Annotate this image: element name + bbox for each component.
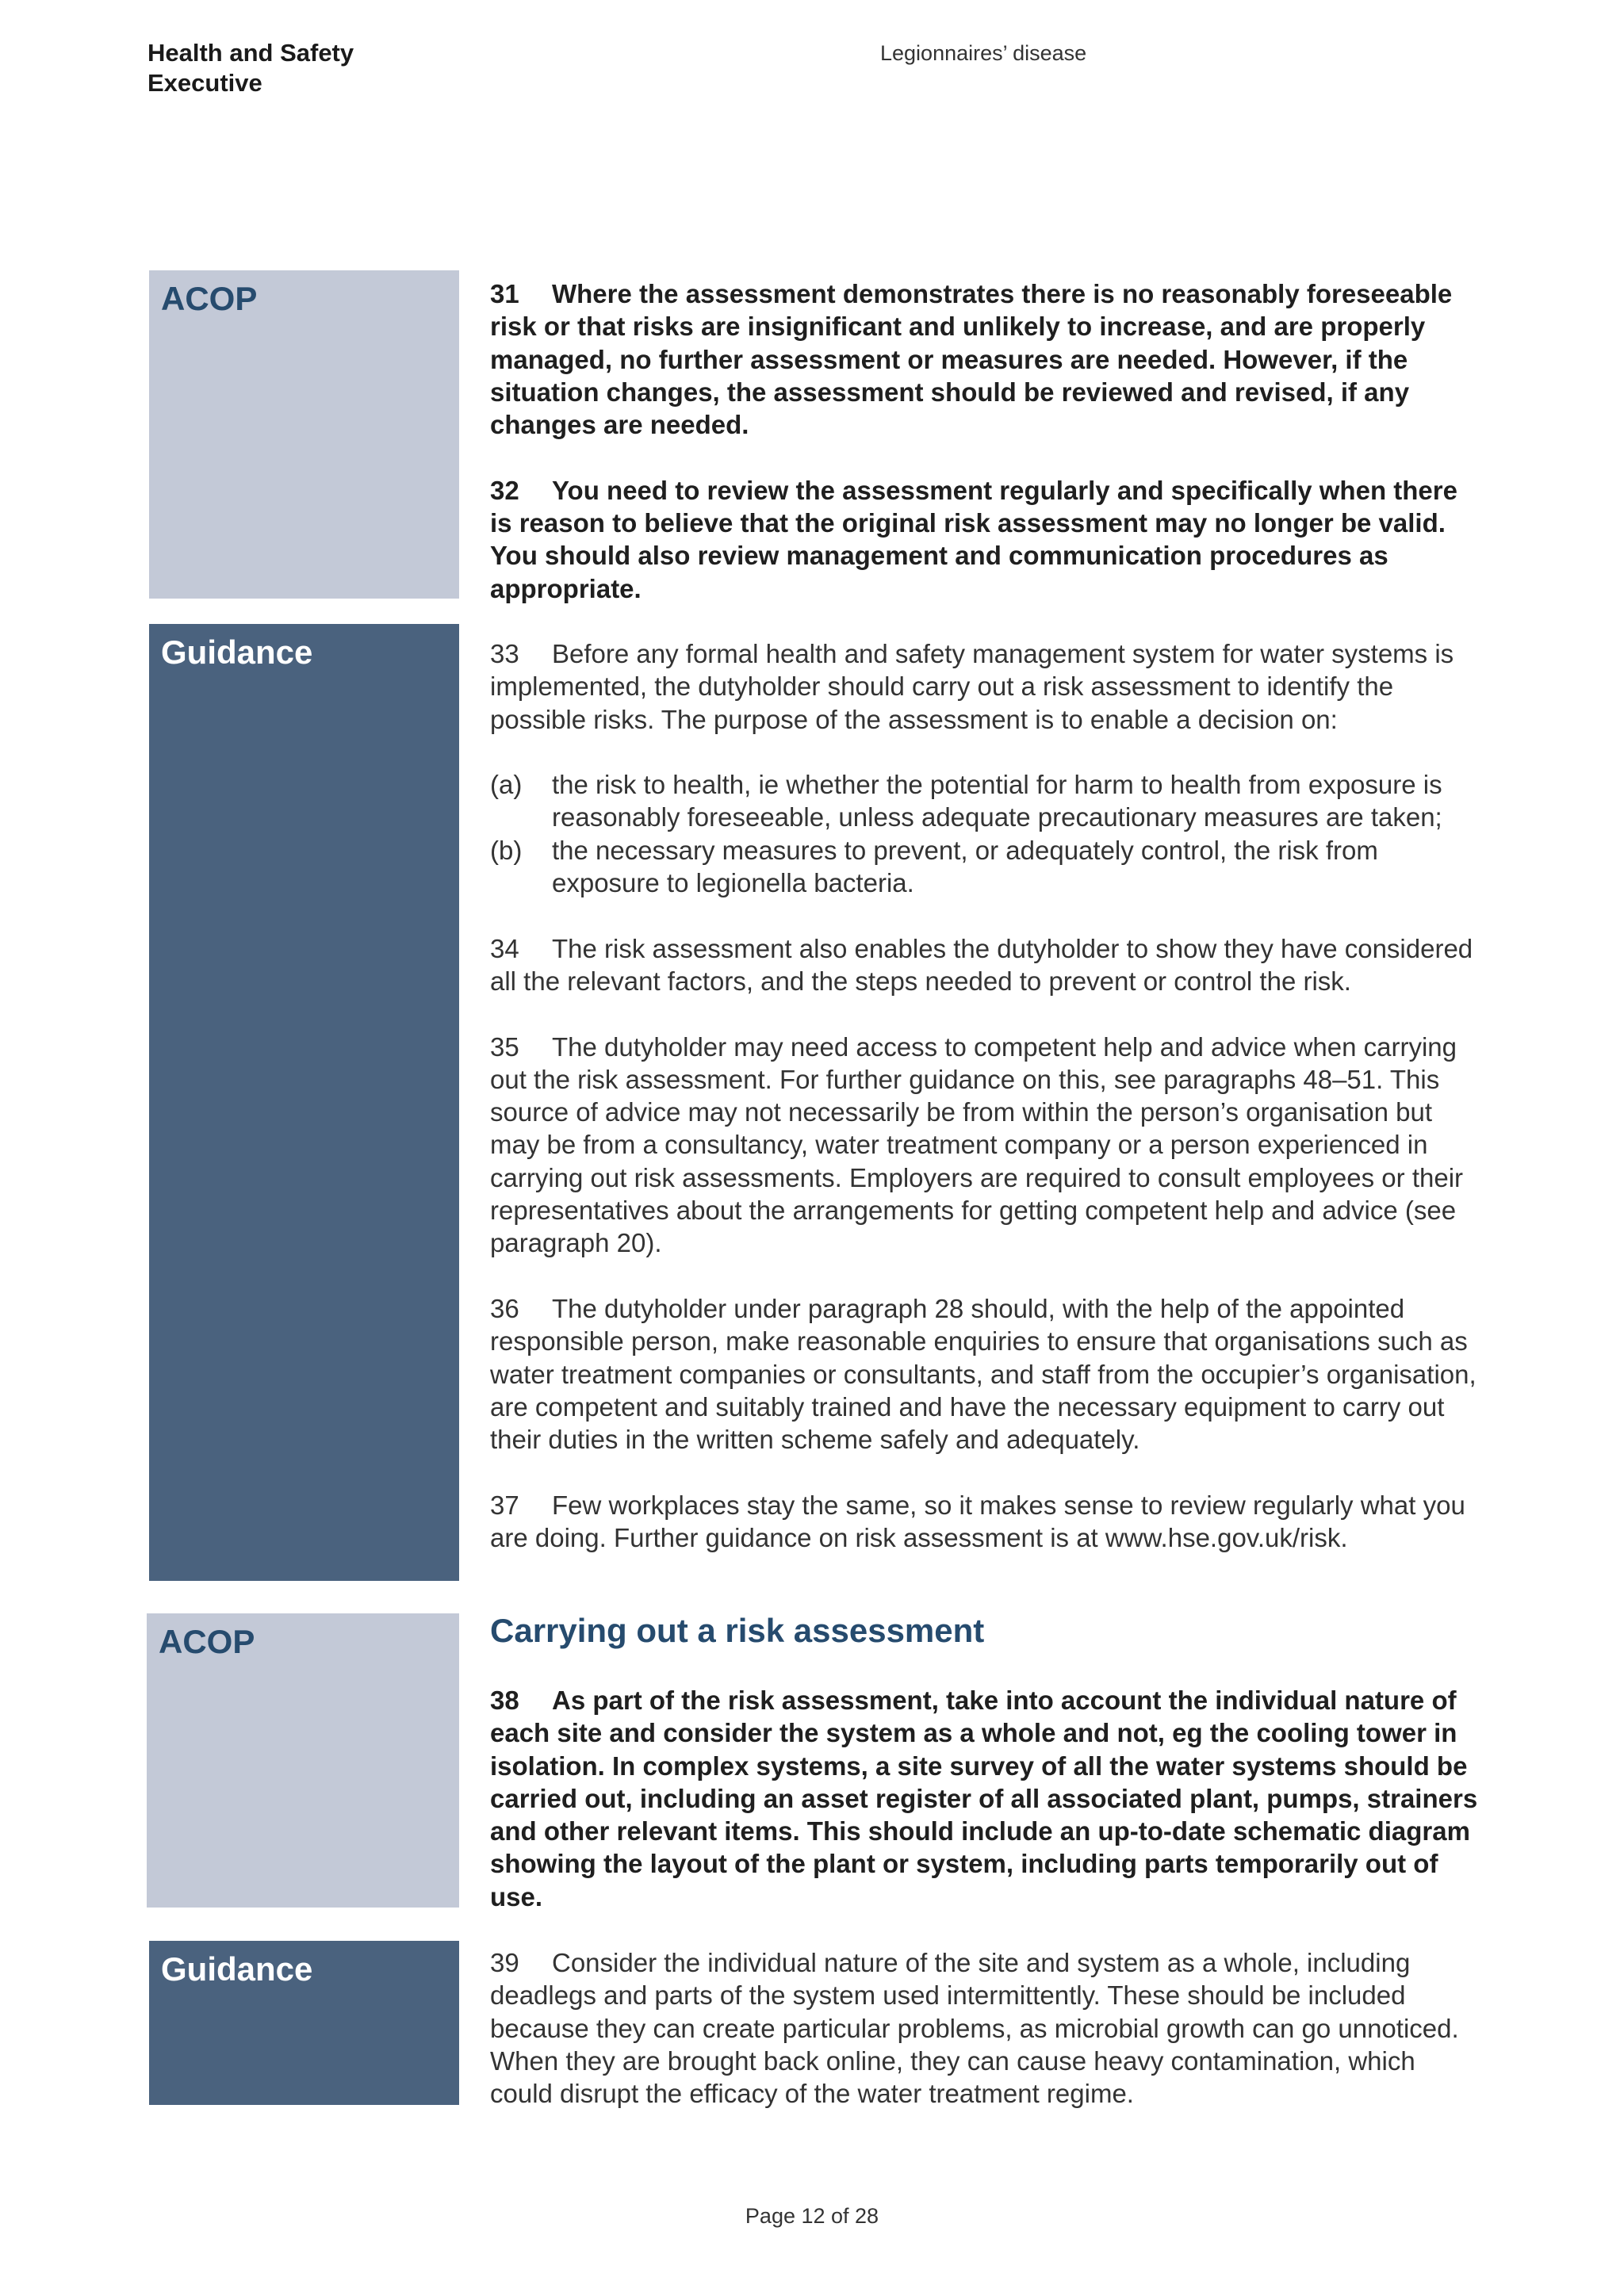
- page-number: Page 12 of 28: [745, 2204, 879, 2228]
- guidance-label-text: Guidance: [161, 633, 313, 671]
- acop-text-block-2: [490, 1684, 1481, 1913]
- paragraph-number: 34: [490, 933, 519, 963]
- paragraph-number: 39: [490, 1948, 519, 1977]
- paragraph-number: 32: [490, 475, 519, 505]
- paragraph-number: 36: [490, 1293, 519, 1323]
- organization-name: [147, 38, 354, 98]
- acop-label-1: [149, 270, 459, 599]
- paragraph-text: Before any formal health and safety management system for water systems is implemented, the dutyholder should carry out a risk assessment to identify the possible risks. The purpose of the assessment is to enable a decision on:: [490, 639, 1454, 734]
- paragraph-number: 35: [490, 1031, 519, 1062]
- paragraph-35: [490, 1031, 1481, 1260]
- paragraph-33-list: [490, 768, 1481, 899]
- list-item: [490, 768, 1481, 834]
- paragraph-text: You need to review the assessment regularly and specifically when there is reason to believe that the original risk assessment may no longer be valid. You should also review management and communication procedures as appropriate.: [490, 475, 1457, 603]
- paragraph-text: The risk assessment also enables the dutyholder to show they have considered all the relevant factors, and the steps needed to prevent or control the risk.: [490, 933, 1473, 996]
- paragraph-text: As part of the risk assessment, take into account the individual nature of each site and consider the system as a whole and not, eg the cooling tower in isolation. In complex systems, a site survey of all the water systems should be carried out, including an asset register of all associated plant, pumps, strainers and other relevant items. This should include an up-to-date schematic diagram showing the layout of the plant or system, including parts temporarily out of use.: [490, 1686, 1478, 1911]
- guidance-text-block-2: [490, 1946, 1481, 2110]
- organization-name-line1: Health and Safety: [147, 39, 354, 67]
- paragraph-text: Consider the individual nature of the site and system as a whole, including deadlegs and parts of the system used intermittently. These should be included because they can create particular problems, as microbial growth can go unnoticed. When they are brought back online, they can cause heavy contamination, which could disrupt the efficacy of the water treatment regime.: [490, 1948, 1459, 2109]
- document-title: Legionnaires’ disease: [880, 41, 1087, 65]
- acop-text-block-1: [490, 277, 1481, 605]
- paragraph-31: [490, 277, 1481, 441]
- list-item-label: (a): [490, 770, 523, 800]
- paragraph-number: 37: [490, 1490, 519, 1520]
- list-item-text: the risk to health, ie whether the potential for harm to health from exposure is reasonably foreseeable, unless adequate precautionary measures are taken;: [552, 770, 1442, 832]
- guidance-label-1: [149, 624, 459, 1581]
- paragraph-number: 31: [490, 279, 519, 308]
- section-heading: Carrying out a risk assessment: [490, 1612, 985, 1649]
- paragraph-text: Where the assessment demonstrates there is no reasonably foreseeable risk or that risks are insignificant and unlikely to increase, and are properly managed, no further assessment or measures are needed. However, if the situation changes, the assessment should be reviewed and revised, if any changes are needed.: [490, 279, 1453, 440]
- acop-label-2: [147, 1613, 459, 1908]
- acop-label-text: ACOP: [159, 1623, 255, 1660]
- guidance-text-block-1: [490, 637, 1481, 1554]
- list-item: [490, 834, 1481, 900]
- paragraph-text: Few workplaces stay the same, so it makes sense to review regularly what you are doing. Further guidance on risk assessment is at www.hse.gov.uk/risk.: [490, 1490, 1465, 1553]
- paragraph-32: [490, 474, 1481, 605]
- paragraph-text: The dutyholder may need access to competent help and advice when carrying out the risk assessment. For further guidance on this, see paragraphs 48–51. This source of advice may not necessarily be from within the person’s organisation but may be from a consultancy, water treatment company or a person experienced in carrying out risk assessments. Employers are required to consult employees or their representatives about the arrangements for getting competent help and advice (see paragraph 20).: [490, 1031, 1464, 1258]
- guidance-label-2: [149, 1941, 459, 2105]
- paragraph-38: [490, 1684, 1481, 1913]
- paragraph-text: The dutyholder under paragraph 28 should, with the help of the appointed responsible person, make reasonable enquiries to ensure that organisations such as water treatment companies or consultants, and staff from the occupier’s organisation, are competent and suitably trained and have the necessary equipment to carry out their duties in the written scheme safely and adequately.: [490, 1293, 1477, 1455]
- list-item-text: the necessary measures to prevent, or adequately control, the risk from exposure to legionella bacteria.: [552, 835, 1378, 898]
- organization-name-line2: Executive: [147, 69, 262, 97]
- list-item-label: (b): [490, 835, 523, 865]
- paragraph-number: 38: [490, 1686, 519, 1715]
- paragraph-number: 33: [490, 639, 519, 668]
- paragraph-34: [490, 932, 1481, 998]
- guidance-label-text: Guidance: [161, 1950, 313, 1988]
- paragraph-33: [490, 637, 1481, 736]
- acop-label-text: ACOP: [161, 280, 258, 317]
- paragraph-39: [490, 1946, 1481, 2110]
- paragraph-36: [490, 1292, 1481, 1456]
- paragraph-37: [490, 1489, 1481, 1555]
